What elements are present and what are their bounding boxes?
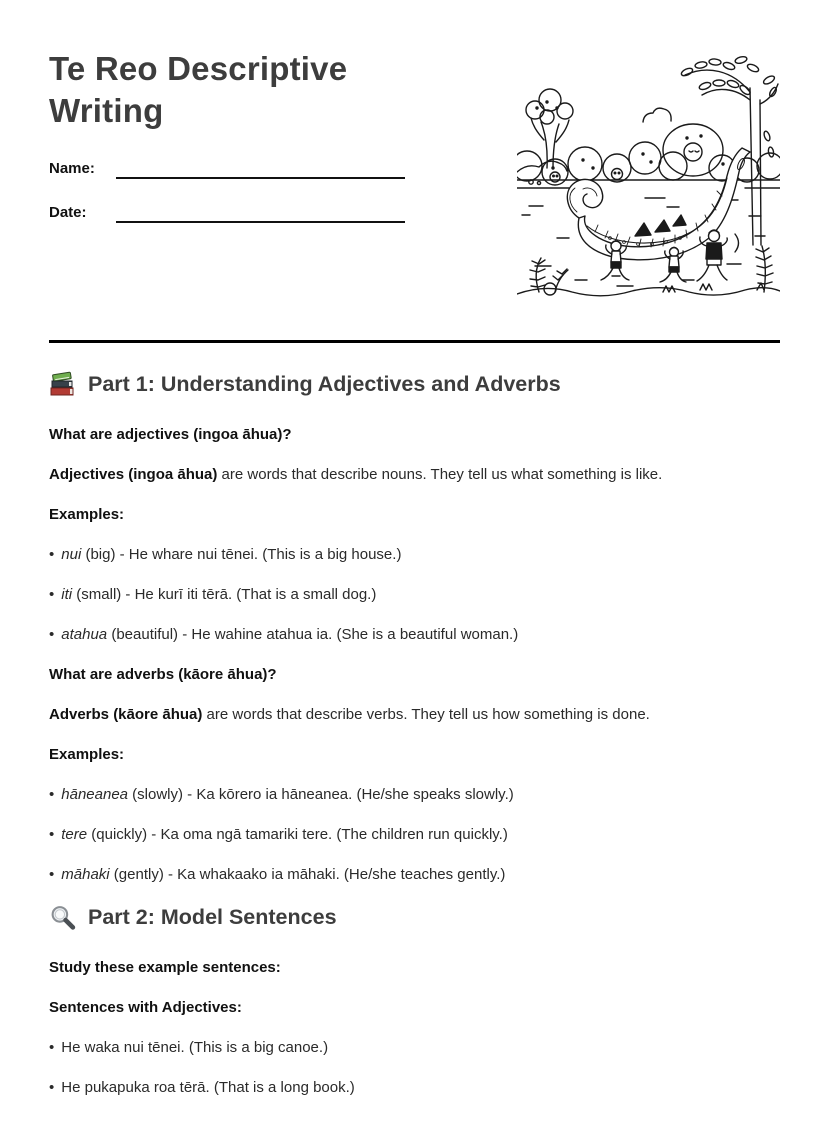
adverb-example-item [49, 864, 780, 885]
adjectives-question: What are adjectives (ingoa āhua)? [49, 426, 292, 443]
part1-section [49, 371, 780, 885]
adjective-example-item [49, 544, 780, 565]
name-field-row [49, 159, 405, 179]
water [522, 198, 765, 286]
example-text: (quickly) - Ka oma ngā tamariki tere. (The children run quickly.) [87, 826, 508, 843]
date-label: Date: [49, 204, 87, 221]
maori-term: atahua [61, 626, 108, 643]
model-sentence-item [49, 1077, 780, 1098]
bullet-marker: • [49, 826, 55, 843]
books-icon [49, 371, 77, 398]
adverb-example-item [49, 824, 780, 845]
sentence-text: He pukapuka roa tērā. (That is a long book.) [61, 1079, 355, 1096]
maori-term: nui [61, 546, 82, 563]
part2-heading [49, 904, 780, 931]
name-input-line[interactable] [116, 159, 405, 179]
date-field-row [49, 203, 405, 223]
header [49, 0, 780, 305]
maori-term: hāneanea [61, 786, 129, 803]
adverbs-definition-rest: are words that describe verbs. They tell us how something is done. [202, 706, 650, 723]
bullet-marker: • [49, 546, 55, 563]
adverbs-definition-term: Adverbs (kāore āhua) [49, 706, 203, 723]
adjective-example-item [49, 584, 780, 605]
example-text: (beautiful) - He wahine atahua ia. (She is a beautiful woman.) [107, 626, 519, 643]
example-text: (big) - He whare nui tēnei. (This is a big house.) [81, 546, 402, 563]
adverb-example-item [49, 784, 780, 805]
bullet-marker: • [49, 586, 55, 603]
adverbs-definition [49, 704, 780, 725]
adjectives-definition [49, 464, 780, 485]
cloud [643, 108, 671, 122]
adjectives-definition-rest: are words that describe nouns. They tell us what something is like. [217, 466, 663, 483]
section-divider [49, 340, 780, 343]
example-text: (gently) - Ka whakaako ia māhaki. (He/she teaches gently.) [109, 866, 506, 883]
date-input-line[interactable] [116, 203, 405, 223]
bullet-marker: • [49, 786, 55, 803]
sentence-text: He waka nui tēnei. (This is a big canoe.) [61, 1039, 329, 1056]
maori-term: iti [61, 586, 73, 603]
adjective-example-item [49, 624, 780, 645]
examples-label-adjectives: Examples: [49, 506, 125, 523]
example-text: (small) - He kurī iti tērā. (That is a small dog.) [72, 586, 377, 603]
part1-heading-text: Part 1: Understanding Adjectives and Adverbs [88, 372, 561, 396]
left-tree [526, 89, 573, 168]
name-label: Name: [49, 160, 95, 177]
bullet-marker: • [49, 866, 55, 883]
bullet-marker: • [49, 1079, 55, 1096]
bullet-marker: • [49, 626, 55, 643]
adjective-sentences-label: Sentences with Adjectives: [49, 999, 242, 1016]
maori-term: tere [61, 826, 88, 843]
part2-section [49, 904, 780, 1098]
model-sentence-item [49, 1037, 780, 1058]
part1-heading [49, 371, 780, 398]
examples-label-adverbs: Examples: [49, 746, 125, 763]
bullet-marker: • [49, 1039, 55, 1056]
page-title: Te Reo Descriptive Writing [49, 50, 348, 129]
adverbs-question: What are adverbs (kāore āhua)? [49, 666, 277, 683]
maori-term: māhaki [61, 866, 110, 883]
example-text: (slowly) - Ka kōrero ia hāneanea. (He/she speaks slowly.) [128, 786, 514, 803]
part2-heading-text: Part 2: Model Sentences [88, 905, 337, 929]
study-instruction: Study these example sentences: [49, 959, 281, 976]
waka-scene-illustration [517, 40, 780, 305]
adjectives-definition-term: Adjectives (ingoa āhua) [49, 466, 218, 483]
magnifier-icon [49, 904, 77, 931]
